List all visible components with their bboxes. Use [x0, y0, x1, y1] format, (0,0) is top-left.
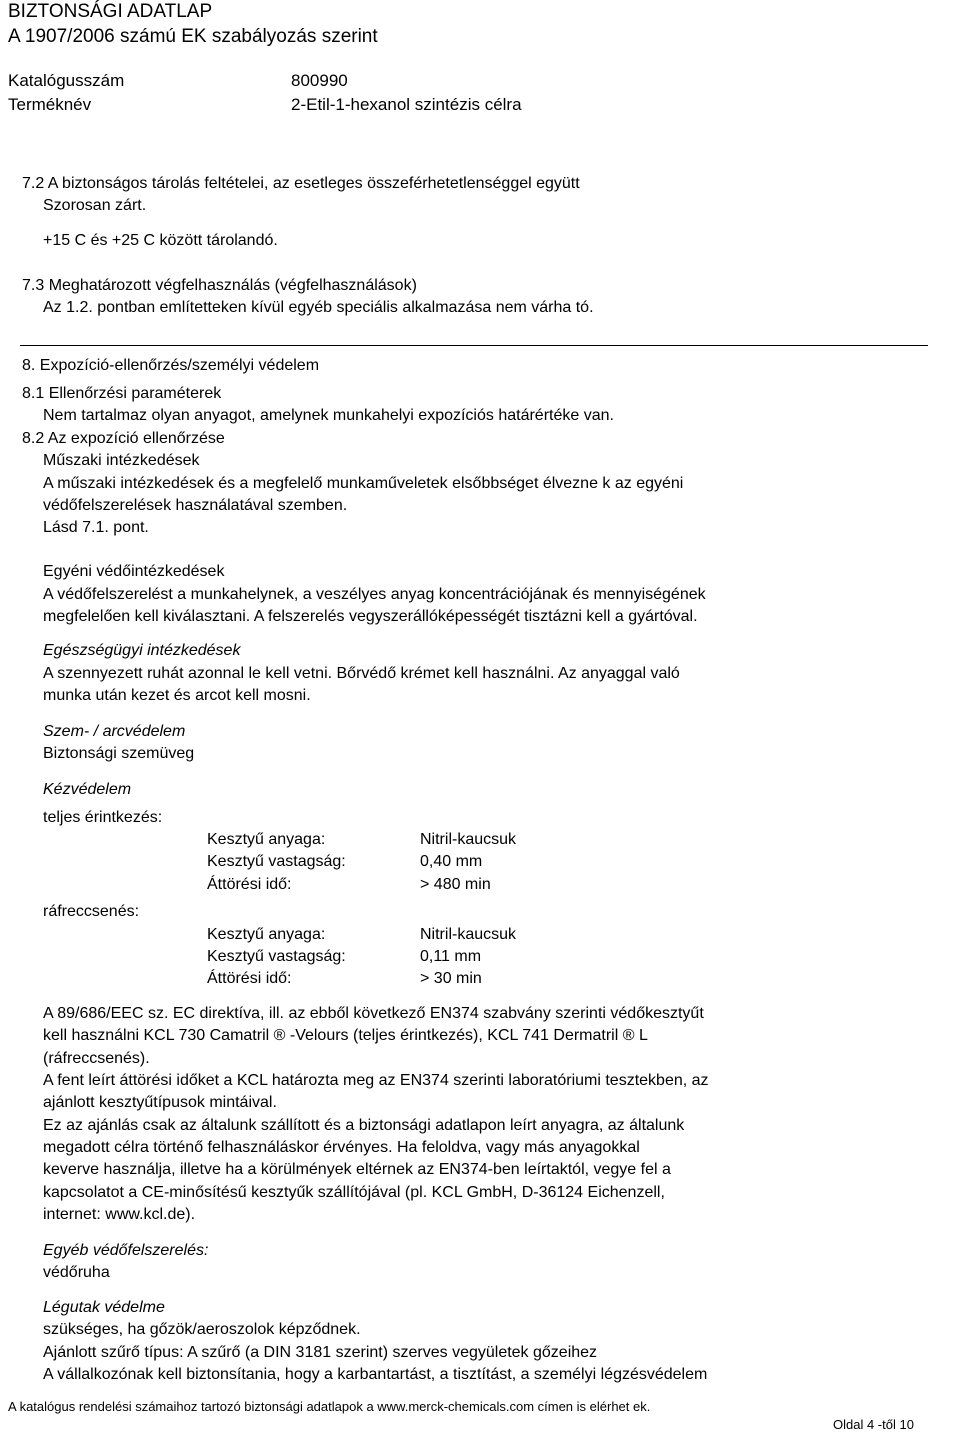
- individual-measures-text: megfelelően kell kiválasztani. A felszerelés vegyszerállóképességét tisztázni kell a gyártóval.: [43, 608, 698, 625]
- section-8-2-heading: 8.2 Az expozíció ellenőrzése: [22, 430, 225, 447]
- individual-measures-text: A védőfelszerelést a munkahelynek, a veszélyes anyag koncentrációjának és mennyiségének: [43, 586, 706, 603]
- section-7-2-text: Szorosan zárt.: [43, 197, 147, 214]
- glove-note-line: kell használni KCL 730 Camatril ® -Velours (teljes érintkezés), KCL 741 Dermatril ® L: [43, 1027, 648, 1044]
- section-7-2-text: +15 C és +25 C között tárolandó.: [43, 232, 278, 249]
- hand-protection-heading: Kézvédelem: [43, 781, 132, 798]
- hygiene-measures-text: A szennyezett ruhát azonnal le kell vetni. Bőrvédő krémet kell használni. Az anyaggal való: [43, 665, 680, 682]
- document-title: BIZTONSÁGI ADATLAP: [8, 1, 213, 22]
- breakthrough-time-label: Áttörési idő:: [207, 876, 292, 893]
- glove-thickness-label: Kesztyű vastagság:: [207, 948, 346, 965]
- splash-contact-label: ráfreccsenés:: [43, 903, 140, 920]
- individual-measures-heading: Egyéni védőintézkedések: [43, 563, 225, 580]
- respiratory-protection-text: szükséges, ha gőzök/aeroszolok képződnek.: [43, 1321, 361, 1338]
- section-7-3-heading: 7.3 Meghatározott végfelhasználás (végfelhasználások): [22, 277, 417, 294]
- glove-note-line: keverve használja, illetve ha a körülmények eltérnek az EN374-ben leírtaktól, vegye fel a: [43, 1161, 671, 1178]
- product-name-label: Terméknév: [8, 95, 92, 114]
- technical-measures-text: Lásd 7.1. pont.: [43, 519, 149, 536]
- section-8-1-heading: 8.1 Ellenőrzési paraméterek: [22, 385, 222, 402]
- glove-note-line: ajánlott kesztyűtípusok mintáival.: [43, 1094, 277, 1111]
- respiratory-protection-heading: Légutak védelme: [43, 1299, 165, 1316]
- glove-note-line: Ez az ajánlás csak az általunk szállított és a biztonsági adatlapon leírt anyagra, az általunk: [43, 1117, 685, 1134]
- section-8-heading: 8. Expozíció-ellenőrzés/személyi védelem: [22, 357, 320, 374]
- glove-material-value: Nitril-kaucsuk: [420, 831, 517, 848]
- glove-note-line: (ráfreccsenés).: [43, 1050, 150, 1067]
- eye-protection-heading: Szem- / arcvédelem: [43, 723, 186, 740]
- page-number: Oldal 4 -től 10: [833, 1417, 914, 1432]
- hygiene-measures-text: munka után kezet és arcot kell mosni.: [43, 687, 311, 704]
- glove-material-label: Kesztyű anyaga:: [207, 831, 326, 848]
- respiratory-protection-text: Ajánlott szűrő típus: A szűrő (a DIN 3181 szerint) szerves vegyületek gőzeihez: [43, 1344, 598, 1361]
- breakthrough-time-value: > 480 min: [420, 876, 491, 893]
- breakthrough-time-label: Áttörési idő:: [207, 970, 292, 987]
- section-7-2-heading: 7.2 A biztonságos tárolás feltételei, az esetleges összeférhetetlenséggel együtt: [22, 175, 580, 192]
- technical-measures-heading: Műszaki intézkedések: [43, 452, 200, 469]
- glove-thickness-value: 0,11 mm: [420, 948, 482, 965]
- document-subtitle: A 1907/2006 számú EK szabályozás szerint: [8, 26, 378, 47]
- other-protection-heading: Egyéb védőfelszerelés:: [43, 1242, 209, 1259]
- glove-note-line: megadott célra történő felhasználáskor érvényes. Ha feloldva, vagy más anyagokkal: [43, 1139, 640, 1156]
- catalog-number-value: 800990: [291, 71, 348, 90]
- section-divider: [20, 345, 928, 346]
- glove-note-line: A fent leírt áttörési időket a KCL határozta meg az EN374 szerinti laboratóriumi tesztekben, az: [43, 1072, 709, 1089]
- full-contact-label: teljes érintkezés:: [43, 809, 163, 826]
- hygiene-measures-heading: Egészségügyi intézkedések: [43, 642, 241, 659]
- technical-measures-text: A műszaki intézkedések és a megfelelő munkaműveletek elsőbbséget élvezne k az egyéni: [43, 475, 684, 492]
- other-protection-text: védőruha: [43, 1264, 110, 1281]
- glove-thickness-value: 0,40 mm: [420, 853, 483, 870]
- catalog-number-label: Katalógusszám: [8, 71, 125, 90]
- glove-note-line: kapcsolatot a CE-minősítésű kesztyűk szállítójával (pl. KCL GmbH, D-36124 Eichenzell,: [43, 1184, 665, 1201]
- glove-material-label: Kesztyű anyaga:: [207, 926, 326, 943]
- section-8-1-text: Nem tartalmaz olyan anyagot, amelynek munkahelyi expozíciós határértéke van.: [43, 407, 614, 424]
- respiratory-protection-text: A vállalkozónak kell biztonsítania, hogy a karbantartást, a tisztítást, a személyi légzésvédelem: [43, 1366, 708, 1383]
- section-7-3-text: Az 1.2. pontban említetteken kívül egyéb speciális alkalmazása nem várha tó.: [43, 299, 594, 316]
- glove-note-line: internet: www.kcl.de).: [43, 1206, 196, 1223]
- product-name-value: 2-Etil-1-hexanol szintézis célra: [291, 95, 522, 114]
- breakthrough-time-value: > 30 min: [420, 970, 482, 987]
- glove-note-line: A 89/686/EEC sz. EC direktíva, ill. az ebből következő EN374 szabvány szerinti védőkesztyűt: [43, 1005, 704, 1022]
- technical-measures-text: védőfelszerelések használatával szemben.: [43, 497, 348, 514]
- eye-protection-text: Biztonsági szemüveg: [43, 745, 195, 762]
- glove-material-value: Nitril-kaucsuk: [420, 926, 517, 943]
- glove-thickness-label: Kesztyű vastagság:: [207, 853, 346, 870]
- footer-note: A katalógus rendelési számaihoz tartozó biztonsági adatlapok a www.merck-chemicals.com címen is elérhet ek.: [8, 1399, 651, 1414]
